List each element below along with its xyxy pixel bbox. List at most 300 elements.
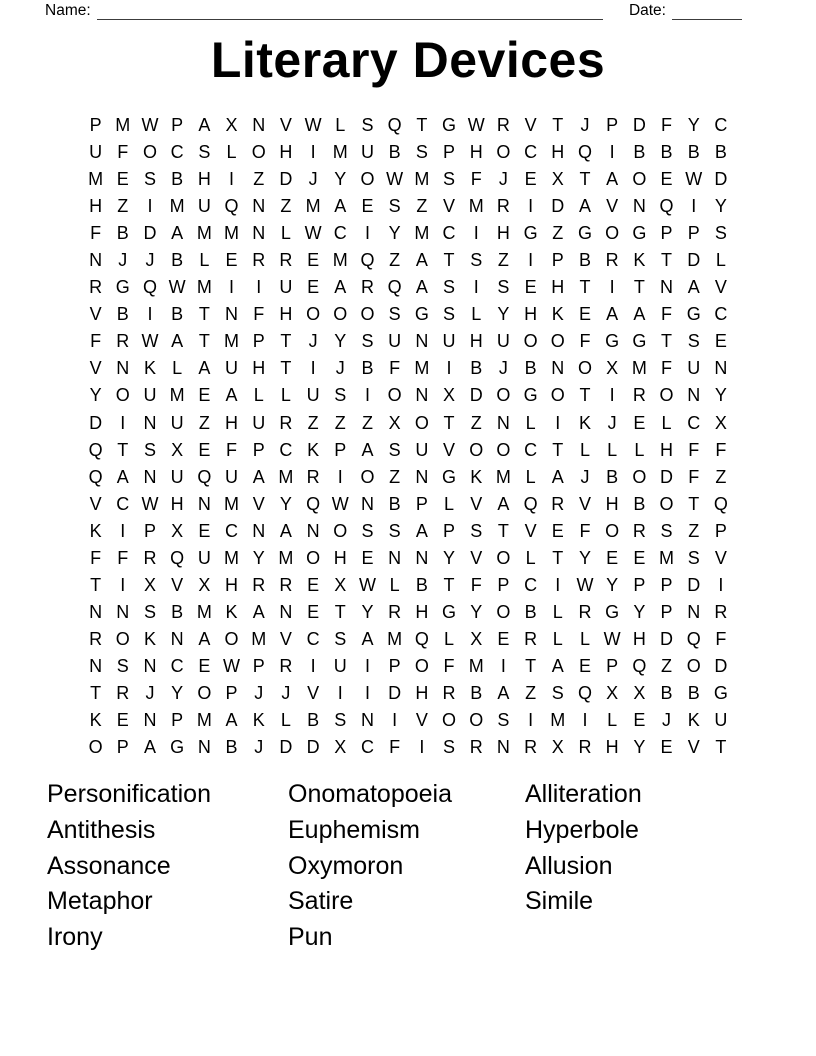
grid-letter: R <box>496 115 510 135</box>
grid-letter: X <box>334 737 347 758</box>
grid-letter: Y <box>714 196 727 217</box>
grid-letter: Z <box>334 412 346 433</box>
word-list-item: Irony <box>47 923 103 952</box>
grid-letter: L <box>525 466 536 487</box>
grid-letter: M <box>659 547 675 568</box>
grid-letter: T <box>688 493 700 514</box>
grid-letter: A <box>497 682 510 703</box>
grid-letter: M <box>414 358 430 379</box>
grid-letter: V <box>443 196 456 217</box>
grid-letter: R <box>279 412 293 433</box>
grid-letter: E <box>116 710 129 731</box>
grid-letter: L <box>525 412 536 433</box>
grid-letter: J <box>607 412 617 433</box>
grid-letter: G <box>442 466 457 487</box>
grid-letter: V <box>89 358 102 379</box>
grid-letter: V <box>687 737 700 758</box>
grid-letter: H <box>632 628 646 649</box>
grid-letter: F <box>90 547 102 568</box>
grid-letter: U <box>225 466 239 487</box>
grid-letter: E <box>660 169 673 190</box>
grid-letter: I <box>147 196 153 217</box>
grid-letter: K <box>143 358 156 379</box>
grid-letter: B <box>578 250 591 271</box>
grid-letter: O <box>387 385 402 406</box>
grid-letter: K <box>143 628 156 649</box>
grid-letter: O <box>224 628 239 649</box>
grid-letter: H <box>469 331 483 352</box>
grid-letter: T <box>90 682 102 703</box>
grid-letter: V <box>279 115 292 135</box>
grid-letter: O <box>605 520 620 541</box>
grid-letter: B <box>470 682 483 703</box>
grid-letter: O <box>360 169 375 190</box>
grid-letter: A <box>551 466 564 487</box>
grid-letter: O <box>469 439 484 460</box>
grid-letter: W <box>141 331 159 352</box>
grid-letter: W <box>685 169 703 190</box>
grid-letter: V <box>714 547 727 568</box>
grid-letter: N <box>496 412 510 433</box>
grid-letter: K <box>687 710 700 731</box>
grid-letter: C <box>170 142 184 163</box>
grid-letter: I <box>364 655 370 676</box>
word-list-column <box>288 777 452 956</box>
grid-letter: G <box>115 277 130 298</box>
grid-letter: Y <box>497 304 510 325</box>
grid-letter: E <box>524 169 537 190</box>
grid-letter: M <box>414 169 430 190</box>
grid-letter: V <box>415 710 428 731</box>
grid-letter: Z <box>253 169 265 190</box>
grid-letter: L <box>579 439 590 460</box>
grid-letter: S <box>497 710 510 731</box>
grid-letter: M <box>332 250 348 271</box>
grid-letter: N <box>279 601 293 622</box>
grid-letter: X <box>606 682 619 703</box>
grid-letter: F <box>253 304 265 325</box>
grid-letter: M <box>631 358 647 379</box>
grid-letter: D <box>279 169 293 190</box>
grid-letter: A <box>171 331 184 352</box>
grid-letter: R <box>551 493 565 514</box>
grid-letter: L <box>607 710 618 731</box>
grid-letter: T <box>661 250 673 271</box>
grid-letter: H <box>605 493 619 514</box>
grid-letter: E <box>606 547 619 568</box>
grid-letter: S <box>551 682 564 703</box>
grid-letter: Z <box>416 196 428 217</box>
grid-letter: T <box>443 250 455 271</box>
grid-letter: M <box>224 223 240 244</box>
grid-letter: M <box>196 601 212 622</box>
grid-letter: X <box>388 412 401 433</box>
grid-letter: I <box>229 277 235 298</box>
grid-letter: O <box>496 439 511 460</box>
grid-letter: O <box>686 655 701 676</box>
grid-letter: B <box>388 493 401 514</box>
grid-letter: U <box>306 385 320 406</box>
grid-letter: H <box>605 737 619 758</box>
grid-letter: A <box>334 196 347 217</box>
grid-letter: V <box>279 628 292 649</box>
grid-letter: S <box>443 304 456 325</box>
grid-letter: N <box>360 493 374 514</box>
grid-letter: C <box>714 115 728 135</box>
grid-letter: O <box>442 710 457 731</box>
grid-letter: Z <box>688 520 700 541</box>
grid-letter: N <box>415 547 429 568</box>
grid-letter: U <box>170 412 184 433</box>
grid-letter: X <box>606 358 619 379</box>
grid-letter: W <box>603 628 621 649</box>
grid-letter: Q <box>713 493 728 514</box>
grid-letter: P <box>551 250 564 271</box>
grid-letter: H <box>225 574 239 595</box>
grid-letter: F <box>661 358 673 379</box>
grid-letter: E <box>497 628 510 649</box>
grid-letter: R <box>252 250 266 271</box>
grid-letter: B <box>116 223 129 244</box>
grid-letter: O <box>496 385 511 406</box>
grid-letter: E <box>307 601 320 622</box>
grid-letter: M <box>196 277 212 298</box>
grid-letter: M <box>414 223 430 244</box>
grid-letter: K <box>470 466 483 487</box>
grid-letter: L <box>389 574 400 595</box>
grid-letter: I <box>310 655 316 676</box>
grid-letter: Z <box>497 250 509 271</box>
grid-letter: A <box>252 466 265 487</box>
grid-letter: A <box>633 304 646 325</box>
grid-letter: U <box>415 439 429 460</box>
grid-letter: B <box>225 737 238 758</box>
grid-letter: S <box>687 331 700 352</box>
grid-letter: K <box>252 710 265 731</box>
grid-letter: S <box>388 304 401 325</box>
grid-letter: U <box>197 547 211 568</box>
grid-letter: R <box>524 737 538 758</box>
grid-letter: A <box>198 358 211 379</box>
grid-letter: G <box>605 601 620 622</box>
grid-letter: S <box>361 520 374 541</box>
grid-letter: Y <box>171 682 184 703</box>
grid-letter: B <box>116 304 129 325</box>
grid-letter: P <box>415 493 428 514</box>
grid-letter: F <box>117 142 129 163</box>
grid-letter: L <box>715 250 726 271</box>
grid-letter: X <box>551 169 564 190</box>
grid-letter: W <box>358 574 376 595</box>
grid-letter: O <box>496 601 511 622</box>
grid-letter: P <box>225 682 238 703</box>
grid-letter: T <box>552 547 564 568</box>
grid-letter: P <box>660 601 673 622</box>
grid-letter: G <box>686 304 701 325</box>
grid-letter: A <box>578 196 591 217</box>
grid-letter: M <box>278 547 294 568</box>
grid-letter: B <box>687 682 700 703</box>
grid-letter: M <box>169 196 185 217</box>
grid-letter: U <box>333 655 347 676</box>
grid-letter: U <box>225 358 239 379</box>
grid-letter: I <box>528 250 534 271</box>
grid-letter: N <box>306 520 320 541</box>
grid-letter: B <box>633 142 646 163</box>
header <box>45 1 742 20</box>
word-list-item: Onomatopoeia <box>288 780 453 808</box>
grid-letter: T <box>552 115 564 135</box>
grid-letter: I <box>120 574 126 595</box>
grid-letter: C <box>279 439 293 460</box>
grid-letter: Q <box>414 628 429 649</box>
grid-letter: M <box>169 385 185 406</box>
grid-letter: T <box>579 169 591 190</box>
date-fill-line <box>672 3 742 20</box>
grid-letter: Z <box>280 196 292 217</box>
grid-letter: O <box>88 737 103 758</box>
grid-letter: I <box>500 655 506 676</box>
date-label: Date: <box>628 2 666 19</box>
grid-letter: M <box>224 331 240 352</box>
grid-letter: V <box>89 493 102 514</box>
grid-letter: N <box>415 331 429 352</box>
grid-letter: N <box>714 358 728 379</box>
grid-letter: M <box>305 196 321 217</box>
grid-letter: Q <box>387 277 402 298</box>
grid-letter: J <box>145 250 155 271</box>
grid-letter: O <box>496 547 511 568</box>
grid-letter: A <box>551 655 564 676</box>
grid-letter: I <box>364 385 370 406</box>
grid-letter: I <box>147 304 153 325</box>
grid-letter: E <box>524 277 537 298</box>
grid-letter: O <box>550 385 565 406</box>
grid-letter: H <box>469 142 483 163</box>
grid-letter: B <box>524 601 537 622</box>
grid-letter: K <box>307 439 320 460</box>
grid-letter: A <box>252 601 265 622</box>
grid-letter: E <box>361 547 374 568</box>
grid-letter: B <box>171 169 184 190</box>
grid-letter: O <box>306 304 321 325</box>
grid-letter: S <box>443 737 456 758</box>
grid-letter: A <box>171 223 184 244</box>
grid-letter: W <box>141 115 159 135</box>
grid-letter: T <box>579 277 591 298</box>
grid-letter: G <box>414 304 429 325</box>
grid-letter: H <box>415 601 429 622</box>
grid-letter: M <box>115 115 131 135</box>
grid-letter: O <box>523 331 538 352</box>
grid-letter: G <box>577 223 592 244</box>
grid-letter: P <box>687 223 700 244</box>
grid-letter: B <box>415 574 428 595</box>
grid-letter: L <box>471 304 482 325</box>
grid-letter: E <box>116 169 129 190</box>
grid-letter: I <box>528 710 534 731</box>
grid-letter: L <box>280 385 291 406</box>
grid-letter: L <box>552 628 563 649</box>
grid-letter: R <box>632 385 646 406</box>
grid-letter: N <box>360 710 374 731</box>
grid-letter: N <box>170 628 184 649</box>
grid-letter: S <box>388 196 401 217</box>
grid-letter: P <box>171 710 184 731</box>
grid-letter: R <box>714 601 728 622</box>
grid-letter: P <box>714 520 727 541</box>
grid-letter: H <box>551 142 565 163</box>
grid-letter: J <box>580 466 590 487</box>
grid-letter: N <box>89 250 103 271</box>
grid-letter: M <box>196 223 212 244</box>
grid-letter: U <box>89 142 103 163</box>
grid-letter: U <box>714 710 728 731</box>
grid-letter: V <box>470 493 483 514</box>
grid-letter: Q <box>88 466 103 487</box>
grid-letter: N <box>632 196 646 217</box>
grid-letter: V <box>171 574 184 595</box>
word-list <box>0 777 816 967</box>
grid-letter: Y <box>279 493 292 514</box>
grid-letter: O <box>306 547 321 568</box>
grid-letter: U <box>388 331 402 352</box>
grid-letter: Q <box>686 628 701 649</box>
grid-letter: I <box>392 710 398 731</box>
grid-letter: I <box>337 682 343 703</box>
grid-letter: X <box>714 412 727 433</box>
grid-letter: W <box>386 169 404 190</box>
grid-letter: R <box>388 601 402 622</box>
grid-letter: T <box>443 412 455 433</box>
grid-letter: Z <box>661 655 673 676</box>
grid-letter: C <box>714 304 728 325</box>
grid-letter: P <box>633 574 646 595</box>
grid-letter: P <box>89 115 102 135</box>
grid-letter: D <box>714 655 728 676</box>
grid-letter: A <box>415 250 428 271</box>
grid-letter: F <box>443 655 455 676</box>
grid-letter: M <box>468 196 484 217</box>
grid-letter: T <box>715 737 727 758</box>
grid-letter: S <box>361 115 374 135</box>
grid-letter: F <box>715 439 727 460</box>
grid-letter: S <box>415 142 428 163</box>
grid-letter: E <box>307 574 320 595</box>
grid-letter: J <box>145 682 155 703</box>
grid-letter: L <box>525 547 536 568</box>
grid-letter: Z <box>198 412 210 433</box>
grid-letter: X <box>633 682 646 703</box>
grid-letter: P <box>252 439 265 460</box>
grid-letter: N <box>143 466 157 487</box>
grid-letter: C <box>360 737 374 758</box>
grid-letter: M <box>251 628 267 649</box>
grid-letter: I <box>609 142 615 163</box>
grid-letter: I <box>582 710 588 731</box>
grid-letter: P <box>660 574 673 595</box>
grid-letter: E <box>633 710 646 731</box>
grid-letter: A <box>361 628 374 649</box>
grid-letter: A <box>225 385 238 406</box>
grid-letter: R <box>143 547 157 568</box>
grid-letter: O <box>115 385 130 406</box>
grid-letter: N <box>252 520 266 541</box>
grid-letter: N <box>415 466 429 487</box>
grid-letter: G <box>442 115 457 135</box>
grid-letter: T <box>117 439 129 460</box>
grid-letter: M <box>88 169 104 190</box>
grid-letter: F <box>661 115 673 135</box>
grid-letter: T <box>552 439 564 460</box>
grid-letter: D <box>143 223 157 244</box>
grid-letter: F <box>579 331 591 352</box>
name-label: Name: <box>45 2 91 19</box>
grid-letter: R <box>578 737 592 758</box>
grid-letter: X <box>470 628 483 649</box>
grid-letter: R <box>496 196 510 217</box>
grid-letter: M <box>224 547 240 568</box>
grid-letter: G <box>605 331 620 352</box>
grid-letter: R <box>279 250 293 271</box>
grid-letter: E <box>633 547 646 568</box>
grid-letter: I <box>528 196 534 217</box>
grid-letter: F <box>688 439 700 460</box>
grid-letter: G <box>713 682 728 703</box>
grid-letter: S <box>361 331 374 352</box>
grid-letter: D <box>660 628 674 649</box>
grid-letter: Z <box>307 412 319 433</box>
grid-letter: O <box>251 142 266 163</box>
grid-letter: K <box>225 601 238 622</box>
grid-letter: N <box>388 547 402 568</box>
grid-letter: Z <box>715 466 727 487</box>
grid-letter: L <box>172 358 183 379</box>
grid-letter: I <box>337 466 343 487</box>
grid-letter: O <box>360 304 375 325</box>
word-list-column <box>525 777 642 920</box>
grid-letter: S <box>443 277 456 298</box>
grid-letter: C <box>442 223 456 244</box>
grid-letter: U <box>252 412 266 433</box>
grid-letter: I <box>718 574 724 595</box>
grid-letter: X <box>443 385 456 406</box>
grid-letter: P <box>497 574 510 595</box>
grid-letter: S <box>388 520 401 541</box>
grid-letter: A <box>225 710 238 731</box>
grid-letter: A <box>116 466 129 487</box>
grid-letter: H <box>170 493 184 514</box>
grid-letter: N <box>551 358 565 379</box>
grid-letter: O <box>550 331 565 352</box>
grid-letter: V <box>578 493 591 514</box>
grid-letter: W <box>141 493 159 514</box>
grid-letter: S <box>443 169 456 190</box>
grid-letter: W <box>467 115 485 135</box>
grid-letter: Q <box>387 115 402 135</box>
grid-letter: M <box>550 710 566 731</box>
grid-letter: C <box>306 628 320 649</box>
grid-letter: F <box>715 628 727 649</box>
grid-letter: I <box>691 196 697 217</box>
grid-letter: U <box>442 331 456 352</box>
grid-letter: D <box>687 250 701 271</box>
grid-letter: Q <box>142 277 157 298</box>
grid-letter: T <box>198 331 210 352</box>
grid-letter: A <box>415 277 428 298</box>
grid-letter: V <box>89 304 102 325</box>
grid-letter: O <box>142 142 157 163</box>
